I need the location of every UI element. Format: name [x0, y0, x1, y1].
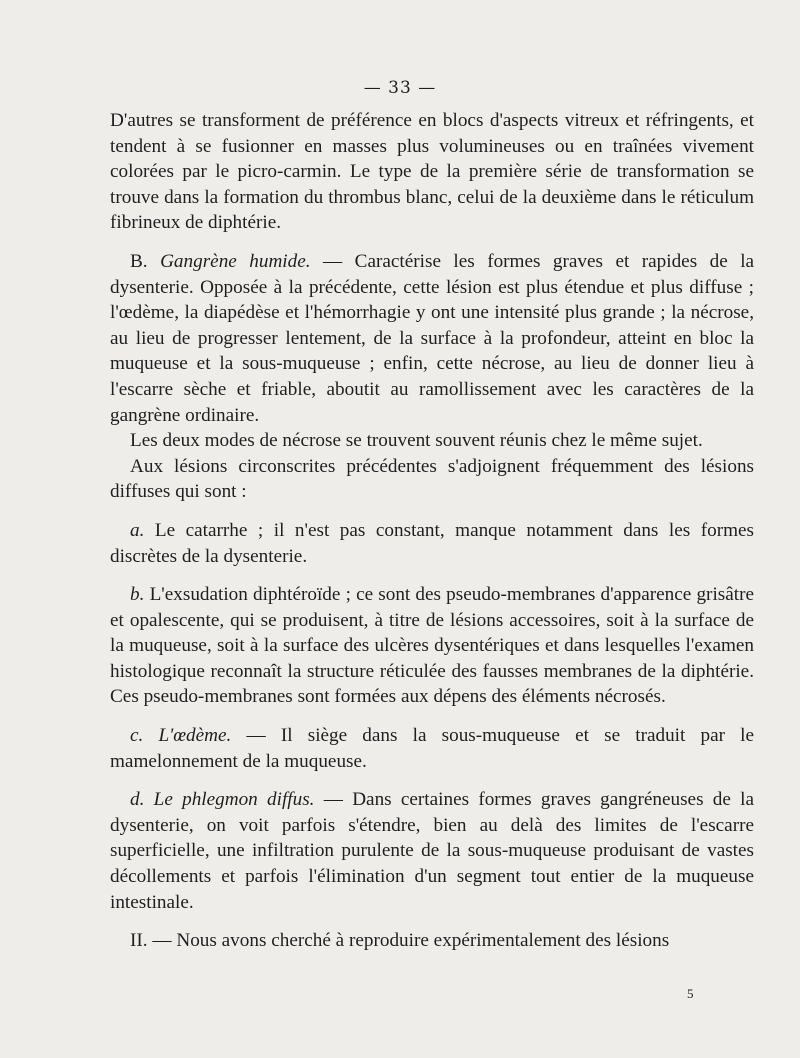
paragraph-gangrene-humide: B. Gangrène humide. — Caractérise les formes graves et rapides de la dysenterie. Opposée à la précédente, cette lésion est plus étendue et plus diffuse ; l'œdème, la diapédèse et l'hémorrhagie y ont une intensité plus grande ; la nécrose, au lieu de progresser lentement, de la surface à la profondeur, atteint en bloc la muqueuse et la sous-muqueuse ; enfin, cette nécrose, au lieu de donner lieu à l'escarre sèche et friable, aboutit au ramollissement avec les caractères de la gangrène ordinaire.	[110, 250, 755, 426]
paragraph-vitreous-blocks: D'autres se transforment de préférence en blocs d'aspects vitreux et réfringents, et tendent à se fusionner en masses plus volumineuses ou en traînées vivement colorées par le picro-carmin. Le type de la première série de transformation se trouve dans la formation du thrombus blanc, celui de la deuxième dans le réticulum fibrineux de diphtérie.	[110, 110, 754, 234]
paragraph-oedeme: c. L'œdème. — Il siège dans la sous-muqueuse et se traduit par le mamelonnement de la muqueuse.	[110, 725, 754, 772]
list-label: a.	[130, 519, 145, 541]
paragraph-catarrhe: a. Le catarrhe ; il n'est pas constant, manque notamment dans les formes discrètes de la dysenterie.	[110, 519, 755, 567]
paragraph-two-modes: Les deux modes de nécrose se trouvent souvent réunis chez le même sujet.	[130, 430, 703, 452]
page-body	[110, 108, 754, 954]
paragraph-phlegmon: d. Le phlegmon diffus. — Dans certaines formes graves gangréneuses de la dysenterie, on voit parfois s'étendre, bien au delà des limites de l'escarre superficielle, une infiltration purulente de la sous-muqueuse produisant de vastes décollements et parfois l'élimination d'un segment tout entier de la muqueuse intestinale.	[110, 789, 755, 913]
list-label: d.	[130, 789, 145, 811]
page-number: — 33 —	[363, 78, 437, 98]
signature-mark: 5	[687, 986, 694, 1001]
section-title: Le phlegmon diffus.	[153, 789, 315, 811]
section-title: L'œdème.	[158, 725, 232, 747]
paragraph-exsudation: b. L'exsudation diphtéroïde ; ce sont des pseudo-membranes d'apparence grisâtre et opalescente, qui se produisent, à titre de lésions accessoires, soit à la surface de la muqueuse, soit à la surface des ulcères dysentériques et dans lesquelles l'examen histologique reconnaît la structure réticulée des fausses membranes de la diphtérie. Ces pseudo-membranes sont formées aux dépens des éléments nécrosés.	[110, 584, 754, 708]
paragraph-section-two: II. — Nous avons cherché à reproduire expérimentalement des lésions	[130, 930, 670, 952]
list-label: c.	[130, 725, 144, 747]
list-label: b.	[130, 584, 145, 606]
section-title: Gangrène humide.	[160, 250, 311, 272]
paragraph-diffuse-lesions: Aux lésions circonscrites précédentes s'adjoignent fréquemment des lésions diffuses qui sont :	[110, 455, 754, 503]
